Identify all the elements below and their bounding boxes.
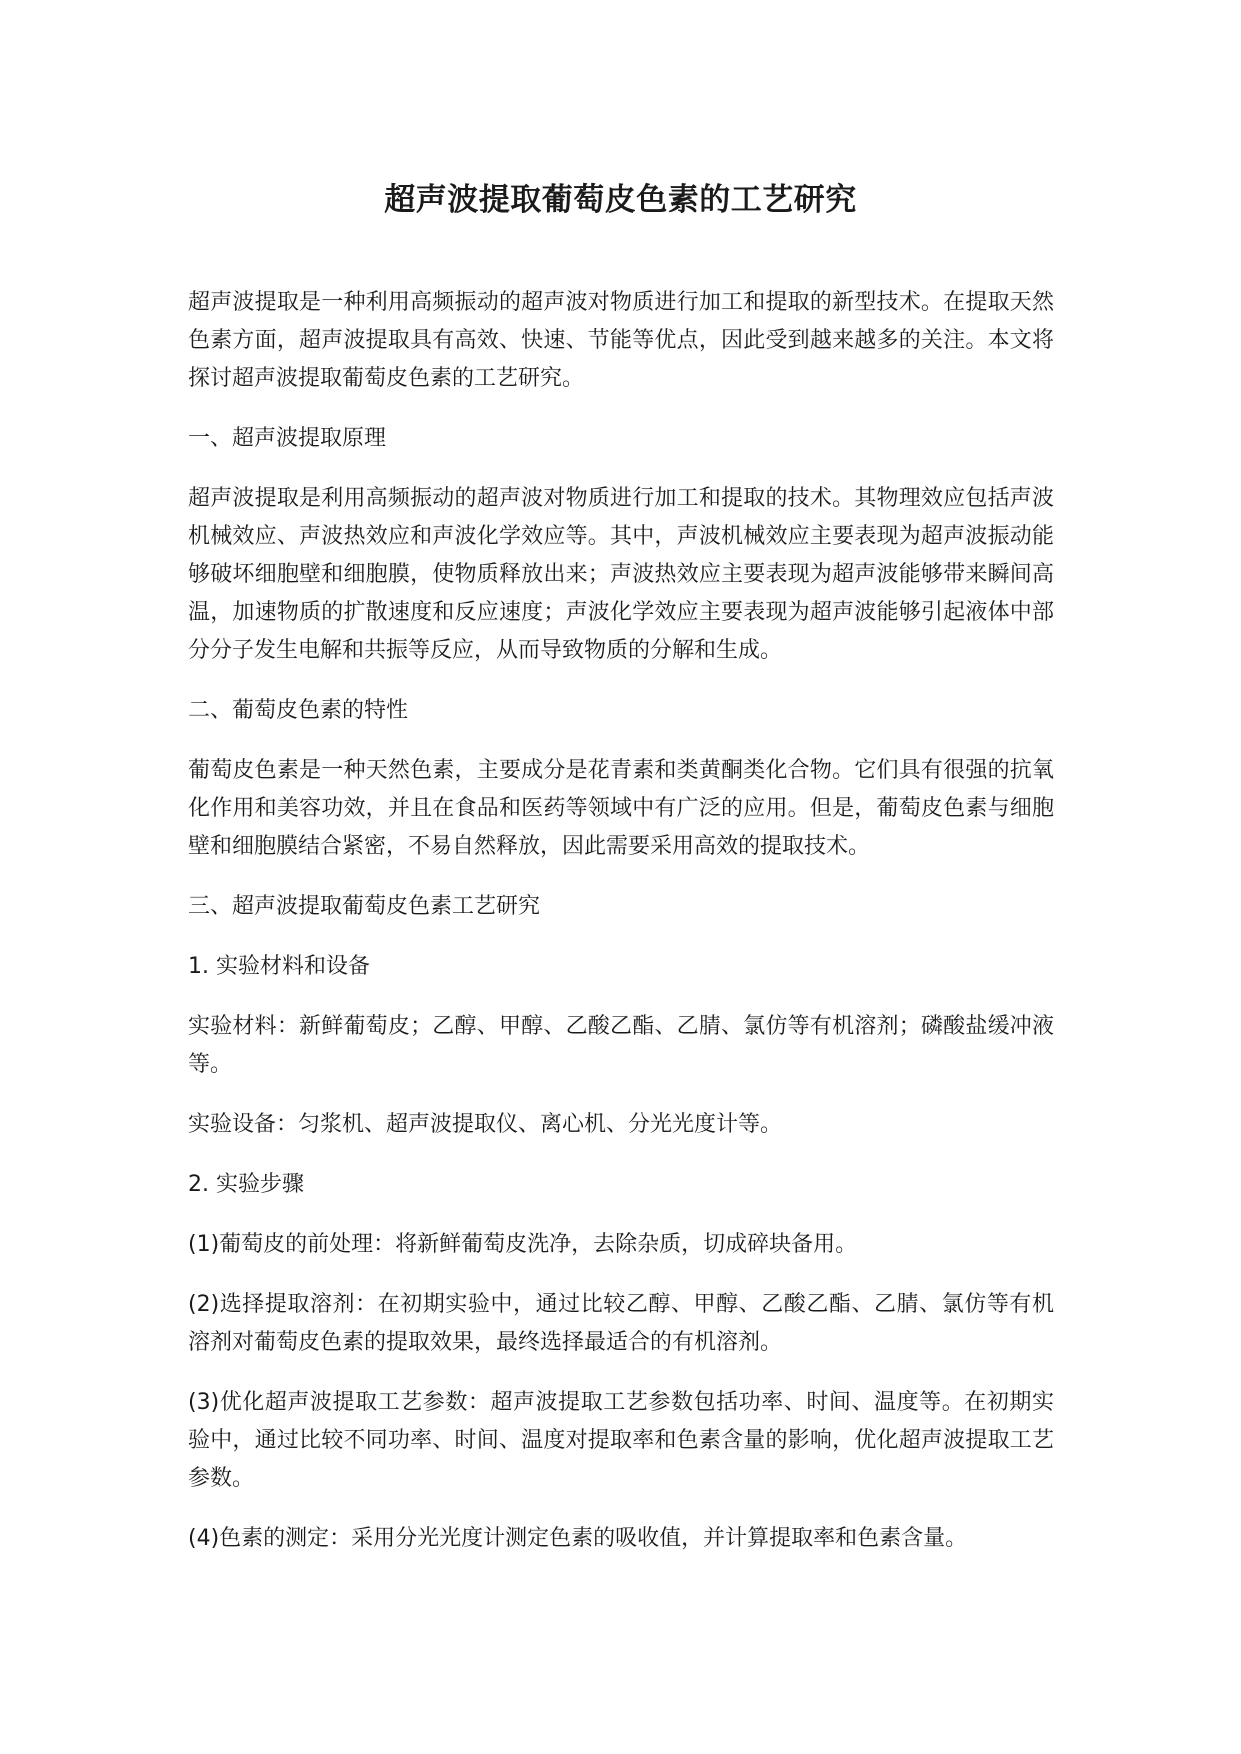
subheading-steps: 2. 实验步骤 <box>188 1172 304 1197</box>
step-parameter-optimization: (3)优化超声波提取工艺参数：超声波提取工艺参数包括功率、时间、温度等。在初期实验中，通过比较不同功率、时间、温度对提取率和色素含量的影响，优化超声波提取工艺参数。 <box>188 1390 1054 1491</box>
section-heading-properties: 二、葡萄皮色素的特性 <box>188 698 409 723</box>
document-body <box>188 284 1054 1580</box>
section-heading-principle: 一、超声波提取原理 <box>188 426 387 451</box>
principle-paragraph: 超声波提取是利用高频振动的超声波对物质进行加工和提取的技术。其物理效应包括声波机械效应、声波热效应和声波化学效应等。其中，声波机械效应主要表现为超声波振动能够破坏细胞壁和细胞膜，使物质释放出来；声波热效应主要表现为超声波能够带来瞬间高温，加速物质的扩散速度和反应速度；声波化学效应主要表现为超声波能够引起液体中部分分子发生电解和共振等反应，从而导致物质的分解和生成。 <box>188 486 1054 663</box>
document-title: 超声波提取葡萄皮色素的工艺研究 <box>384 182 857 218</box>
properties-paragraph: 葡萄皮色素是一种天然色素，主要成分是花青素和类黄酮类化合物。它们具有很强的抗氧化作用和美容功效，并且在食品和医药等领域中有广泛的应用。但是，葡萄皮色素与细胞壁和细胞膜结合紧密，不易自然释放，因此需要采用高效的提取技术。 <box>188 758 1054 859</box>
step-pigment-measurement: (4)色素的测定：采用分光光度计测定色素的吸收值，并计算提取率和色素含量。 <box>188 1526 968 1551</box>
step-solvent-selection: (2)选择提取溶剂：在初期实验中，通过比较乙醇、甲醇、乙酸乙酯、乙腈、氯仿等有机溶剂对葡萄皮色素的提取效果，最终选择最适合的有机溶剂。 <box>188 1292 1054 1355</box>
section-heading-process: 三、超声波提取葡萄皮色素工艺研究 <box>188 894 541 919</box>
subheading-materials: 1. 实验材料和设备 <box>188 954 370 979</box>
equipment-paragraph: 实验设备：匀浆机、超声波提取仪、离心机、分光光度计等。 <box>188 1112 783 1137</box>
materials-paragraph: 实验材料：新鲜葡萄皮；乙醇、甲醇、乙酸乙酯、乙腈、氯仿等有机溶剂；磷酸盐缓冲液等。 <box>188 1014 1054 1077</box>
step-pretreatment: (1)葡萄皮的前处理：将新鲜葡萄皮洗净，去除杂质，切成碎块备用。 <box>188 1232 858 1257</box>
intro-paragraph: 超声波提取是一种利用高频振动的超声波对物质进行加工和提取的新型技术。在提取天然色素方面，超声波提取具有高效、快速、节能等优点，因此受到越来越多的关注。本文将探讨超声波提取葡萄皮色素的工艺研究。 <box>188 290 1054 391</box>
